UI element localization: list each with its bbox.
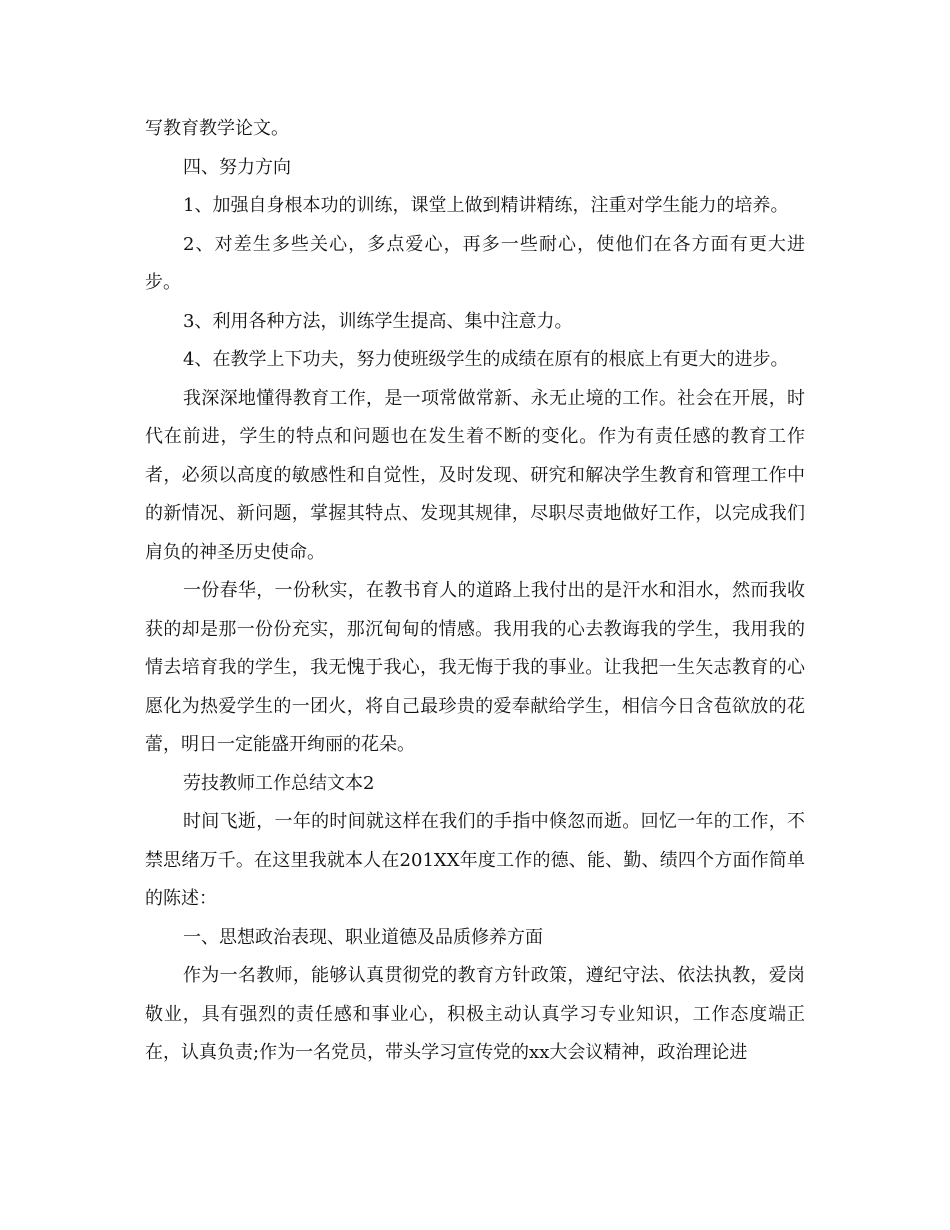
paragraph-as-teacher: 作为一名教师，能够认真贯彻党的教育方针政策，遵纪守法、依法执教，爱岗敬业，具有强烈的责任感和事业心，积极主动认真学习专业知识，工作态度端正在，认真负责;作为一名党员，带头学习宣传党的xx大会议精神，政治理论进 <box>145 965 805 1063</box>
list-item-3: 3、利用各种方法，训练学生提高、集中注意力。 <box>183 310 573 332</box>
list-item-4: 4、在教学上下功夫，努力使班级学生的成绩在原有的根底上有更大的进步。 <box>183 349 789 370</box>
document-subtitle: 劳技教师工作总结文本2 <box>183 772 375 794</box>
document-body <box>145 110 805 1073</box>
section-heading-political: 一、思想政治表现、职业道德及品质修养方面 <box>183 926 543 948</box>
paragraph-spring-autumn: 一份春华，一份秋实，在教书育人的道路上我付出的是汗水和泪水，然而我收获的却是那一份份充实，那沉甸甸的情感。我用我的心去教诲我的学生，我用我的情去培育我的学生，我无愧于我心，我无悔于我的事业。让我把一生矢志教育的心愿化为热爱学生的一团火，将自己最珍贵的爱奉献给学生，相信今日含苞欲放的花蕾，明日一定能盛开绚丽的花朵。 <box>145 580 805 755</box>
list-item-1: 1、加强自身根本功的训练，课堂上做到精讲精练，注重对学生能力的培养。 <box>183 195 789 216</box>
list-item-2: 2、对差生多些关心，多点爱心，再多一些耐心，使他们在各方面有更大进步。 <box>145 233 805 293</box>
paragraph-education-work: 我深深地懂得教育工作，是一项常做常新、永无止境的工作。社会在开展，时代在前进，学生的特点和问题也在发生着不断的变化。作为有责任感的教育工作者，必须以高度的敏感性和自觉性，及时发现、研究和解决学生教育和管理工作中的新情况、新问题，掌握其特点、发现其规律，尽职尽责地做好工作，以完成我们肩负的神圣历史使命。 <box>145 387 805 563</box>
section-heading-direction: 四、努力方向 <box>183 156 291 178</box>
paragraph-time-flies: 时间飞逝，一年的时间就这样在我们的手指中倏忽而逝。回忆一年的工作，不禁思绪万千。在这里我就本人在201XX年度工作的德、能、勤、绩四个方面作简单的陈述： <box>145 811 805 909</box>
paragraph-continuation: 写教育教学论文。 <box>145 118 289 139</box>
